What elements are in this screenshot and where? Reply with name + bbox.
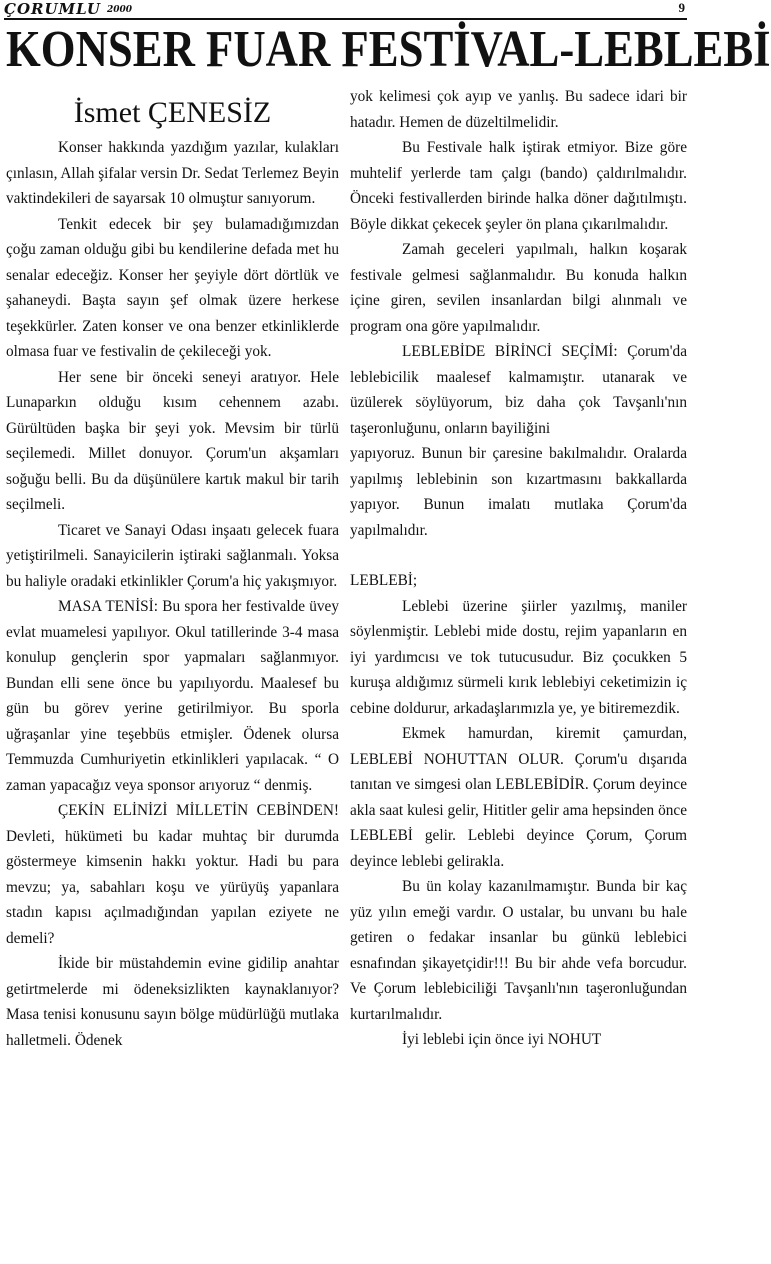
paragraph: Tenkit edecek bir şey bulamadığımızdan çoğu zaman olduğu gibi bu kendilerine defada met hu senalar edeceğiz. Konser her şeyiyle dört dörtlük ve şahaneydi. Başta sayın şef olmak üzere herkese teşekkürler. Zaten konser ve ona benzer etkinliklerde olmasa fuar ve festivalin de çekileceği yok. xyxy=(6,215,339,360)
page-header xyxy=(0,0,691,20)
masthead-name: ÇORUMLU xyxy=(4,0,101,18)
paragraph: Bu ün kolay kazanılmamıştır. Bunda bir kaç yüz yılın emeği vardır. O ustalar, bu unvanı bu hale getiren o fedakar insanlar bu günkü leblebici esnafından şikayetçidir!!! Bu bir ahde vefa borcudur. Ve Çorum leblebiciliği Tavşanlı'nın taşeronluğundan kurtarılmalıdır. xyxy=(350,878,687,1023)
paragraph: Her sene bir önceki seneyi aratıyor. Hele Lunaparkın olduğu kısım cehennem azabı. Gürültüden başka bir şeyi yok. Mevsim bir türlü seçilemedi. Millet donuyor. Çorum'un akşamları soğuğu belli. Bu da düşünülere kartık makul bir tarih seçilmeli. xyxy=(6,368,339,513)
paragraph: Konser hakkında yazdığım yazılar, kulakları çınlasın, Allah şifalar versin Dr. Sedat Terlemez Beyin vaktindekileri de sayarsak 10 olmuştur sanıyorum. xyxy=(6,139,339,207)
paragraph: İyi leblebi için önce iyi NOHUT xyxy=(402,1031,602,1048)
page-number: 9 xyxy=(678,0,685,15)
paragraph: Zamah geceleri yapılmalı, halkın koşarak festivale gelmesi sağlanmalıdır. Bu konuda halkın içine giren, sevilen insanlardan bilgi alınmalı ve program ona göre yapılmalıdır. xyxy=(350,241,687,335)
right-column xyxy=(350,84,687,1053)
paragraph: yapıyoruz. Bunun bir çaresine bakılmalıdır. Oralarda yapılmış leblebinin son kızartmasını bakkallarda yapıyor. Bunun imalatı mutlaka Çorum'da yapılmalıdır. xyxy=(350,445,687,539)
section-heading: LEBLEBİ; xyxy=(350,572,418,589)
paragraph: Bu Festivale halk iştirak etmiyor. Bize göre muhtelif yerlerde tam çalgı (bando) çaldırılmalıdır. Önceki festivallerden birinde halka döner dağıtılmıştı. Böyle dikkat çekecek şeyler ön plana çıkarılmalıdır. xyxy=(350,139,687,233)
paragraph: İkide bir müstahdemin evine gidilip anahtar getirtmelerde mi ödeneksizlikten kaynaklanıyor? Masa tenisi konusunu sayın bölge müdürlüğü mutlaka halletmeli. Ödenek xyxy=(6,955,339,1049)
header-rule xyxy=(4,18,687,20)
paragraph: yok kelimesi çok ayıp ve yanlış. Bu sadece idari bir hatadır. Hemen de düzeltilmelidir. xyxy=(350,88,687,131)
paragraph: MASA TENİSİ: Bu spora her festivalde üvey evlat muamelesi yapılıyor. Okul tatillerinde 3-4 masa konulup gençlerin spor yapmaları sağlanmıyor. Bundan elli sene önce bu yapılıyordu. Maalesef bu gün bu görev yerine getirilmiyor. Bu sporla uğraşanlar yine teşebbüs etmişler. Ödenek olursa Temmuzda Cumhuriyetin etkinlikleri yapılacak. “ O zaman yapacağız veya sponsor arıyoruz “ denmiş. xyxy=(6,598,339,794)
headline: KONSER FUAR FESTİVAL-LEBLEBİ xyxy=(6,21,771,78)
author-byline: İsmet ÇENESİZ xyxy=(73,96,272,129)
paragraph: Ticaret ve Sanayi Odası inşaatı gelecek fuara yetiştirilmeli. Sanayicilerin iştiraki sağlanmalı. Yoksa bu haliyle oradaki etkinlikler Çorum'a hiç yakışmıyor. xyxy=(6,521,339,590)
paragraph: Ekmek hamurdan, kiremit çamurdan, LEBLEBİ NOHUTTAN OLUR. Çorum'u dışarıda tanıtan ve simgesi olan LEBLEBİDİR. Çorum deyince akla saat kulesi gelir, Hititler gelir ama hepsinden önce LEBLEBİ gelir. Leblebi deyince Çorum, Çorum deyince leblebi gelirakla. xyxy=(350,725,687,870)
left-column xyxy=(6,91,339,1053)
paragraph: Leblebi üzerine şiirler yazılmış, maniler söylenmiştir. Leblebi mide dostu, rejim yapanların en iyi yardımcısı ve tok tutucusudur. Biz çocukken 5 kuruşa aldığımız sürmeli kırık leblebiyi ceketimizin iç cebine doldurur, arkadaşlarımızla ye, ye bitiremezdik. xyxy=(350,597,687,717)
paragraph: ÇEKİN ELİNİZİ MİLLETİN CEBİNDEN! Devleti, hükümeti bu kadar muhtaç bir durumda göstermeye kimsenin hakkı yoktur. Hadi bu para mevzu; ya, sabahları koşu ve yürüyüş yapanlara stadın kapısı açılmadığından yapılan eziyete ne demeli? xyxy=(6,802,339,947)
paragraph: LEBLEBİDE BİRİNCİ SEÇİMİ: Çorum'da leblebicilik maalesef kalmamıştır. utanarak ve üzülerek söylüyorum, biz daha çok Tavşanlı'nın taşeronluğunu, onların bayiliğini xyxy=(350,343,687,437)
masthead xyxy=(4,0,132,18)
masthead-year: 2000 xyxy=(106,5,133,15)
